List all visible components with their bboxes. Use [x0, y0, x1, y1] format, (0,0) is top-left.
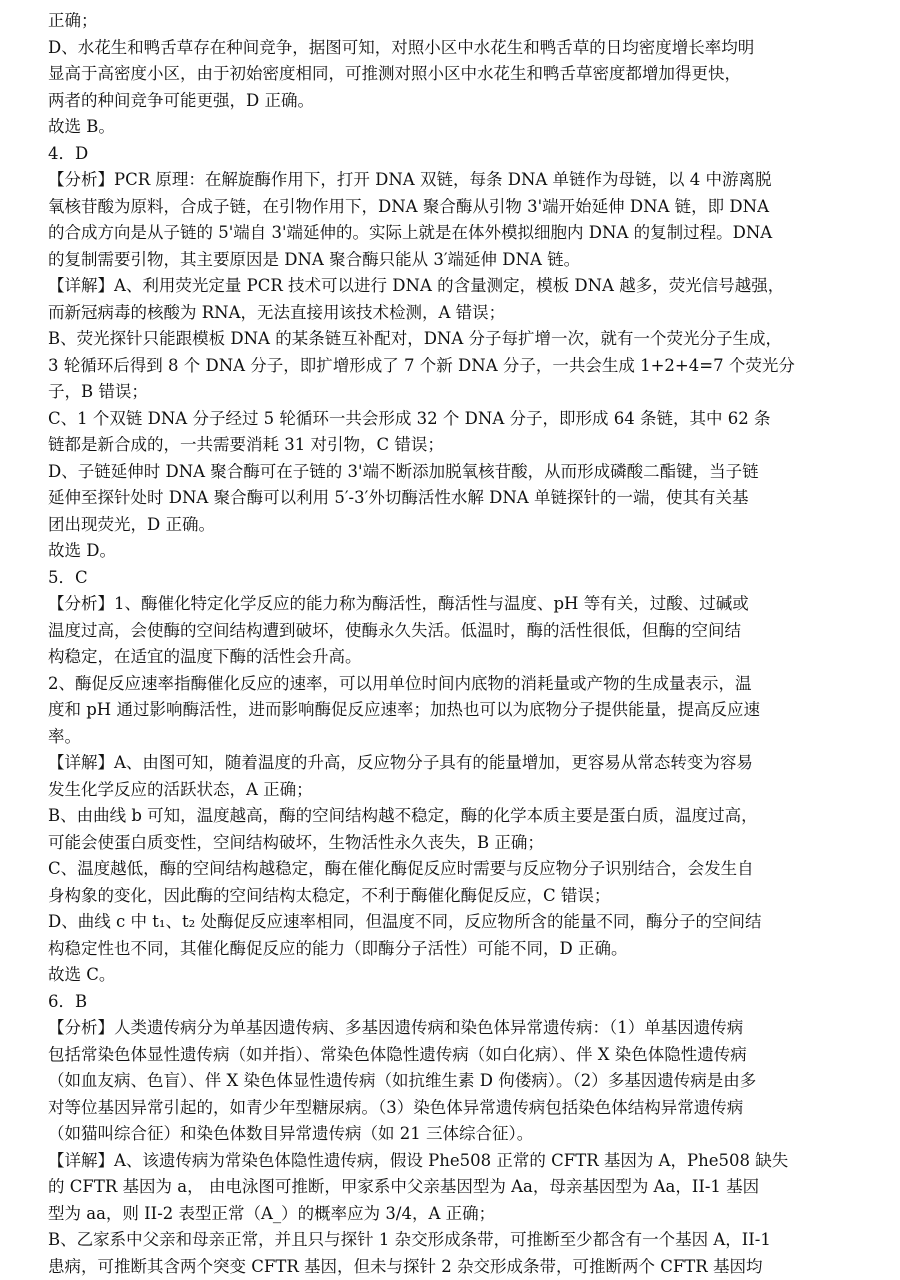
text-line: 包括常染色体显性遗传病（如并指）、常染色体隐性遗传病（如白化病）、伴 X 染色体隐性遗传病 [48, 1042, 852, 1069]
text-line: 延伸至探针处时 DNA 聚合酶可以利用 5′-3′外切酶活性水解 DNA 单链探针的一端，使其有关基 [48, 485, 852, 512]
text-line: B、由曲线 b 可知，温度越高，酶的空间结构越不稳定，酶的化学本质主要是蛋白质，温度过高， [48, 803, 852, 830]
text-line: 可能会使蛋白质变性，空间结构破坏，生物活性永久丧失，B 正确； [48, 830, 852, 857]
text-line: B、乙家系中父亲和母亲正常，并且只与探针 1 杂交形成条带，可推断至少都含有一个基因 A，II-1 [48, 1227, 852, 1254]
text-line: 4．D [48, 141, 852, 168]
text-line: 【分析】1、酶催化特定化学反应的能力称为酶活性，酶活性与温度、pH 等有关，过酸、过碱或 [48, 591, 852, 618]
text-line: 构稳定性也不同，其催化酶促反应的能力（即酶分子活性）可能不同，D 正确。 [48, 936, 852, 963]
text-line: 构稳定，在适宜的温度下酶的活性会升高。 [48, 644, 852, 671]
text-line: 故选 B。 [48, 114, 852, 141]
text-line: 【详解】A、利用荧光定量 PCR 技术可以进行 DNA 的含量测定，模板 DNA 越多，荧光信号越强， [48, 273, 852, 300]
text-line: 度和 pH 通过影响酶活性，进而影响酶促反应速率；加热也可以为底物分子提供能量，提高反应速 [48, 697, 852, 724]
text-line: 对等位基因异常引起的，如青少年型糖尿病。（3）染色体异常遗传病包括染色体结构异常遗传病 [48, 1095, 852, 1122]
text-line: 的合成方向是从子链的 5'端自 3'端延伸的。实际上就是在体外模拟细胞内 DNA 的复制过程。DNA [48, 220, 852, 247]
text-line: 链都是新合成的，一共需要消耗 31 对引物，C 错误； [48, 432, 852, 459]
text-line: 而新冠病毒的核酸为 RNA，无法直接用该技术检测，A 错误； [48, 300, 852, 327]
text-line: 身构象的变化，因此酶的空间结构太稳定，不利于酶催化酶促反应，C 错误； [48, 883, 852, 910]
text-line: 【分析】PCR 原理：在解旋酶作用下，打开 DNA 双链，每条 DNA 单链作为母链，以 4 中游离脱 [48, 167, 852, 194]
text-line: 患病，可推断其含两个突变 CFTR 基因，但未与探针 2 杂交形成条带，可推断两个 CFTR 基因均 [48, 1254, 852, 1280]
text-line: （如猫叫综合征）和染色体数目异常遗传病（如 21 三体综合征）。 [48, 1121, 852, 1148]
text-line: 2、酶促反应速率指酶催化反应的速率，可以用单位时间内底物的消耗量或产物的生成量表示，温 [48, 671, 852, 698]
text-line: 的 CFTR 基因为 a， 由电泳图可推断，甲家系中父亲基因型为 Aa，母亲基因型为 Aa，II-1 基因 [48, 1174, 852, 1201]
text-line: 3 轮循环后得到 8 个 DNA 分子，即扩增形成了 7 个新 DNA 分子，一共会生成 1+2+4=7 个荧光分 [48, 353, 852, 380]
text-line: 两者的种间竞争可能更强，D 正确。 [48, 88, 852, 115]
text-line: 温度过高，会使酶的空间结构遭到破坏，使酶永久失活。低温时，酶的活性很低，但酶的空间结 [48, 618, 852, 645]
text-line: D、子链延伸时 DNA 聚合酶可在子链的 3'端不断添加脱氧核苷酸，从而形成磷酸二酯键，当子链 [48, 459, 852, 486]
text-line: 【详解】A、由图可知，随着温度的升高，反应物分子具有的能量增加，更容易从常态转变为容易 [48, 750, 852, 777]
text-line: 【分析】人类遗传病分为单基因遗传病、多基因遗传病和染色体异常遗传病：（1）单基因遗传病 [48, 1015, 852, 1042]
text-line: 氧核苷酸为原料，合成子链，在引物作用下，DNA 聚合酶从引物 3'端开始延伸 DNA 链，即 DNA [48, 194, 852, 221]
text-line: 发生化学反应的活跃状态，A 正确； [48, 777, 852, 804]
text-line: 6．B [48, 989, 852, 1016]
text-line: 率。 [48, 724, 852, 751]
text-line: 子，B 错误； [48, 379, 852, 406]
text-line: 故选 D。 [48, 538, 852, 565]
text-line: D、水花生和鸭舌草存在种间竞争，据图可知，对照小区中水花生和鸭舌草的日均密度增长率均明 [48, 35, 852, 62]
text-line: 【详解】A、该遗传病为常染色体隐性遗传病，假设 Phe508 正常的 CFTR 基因为 A，Phe508 缺失 [48, 1148, 852, 1175]
text-line: C、温度越低，酶的空间结构越稳定，酶在催化酶促反应时需要与反应物分子识别结合，会发生自 [48, 856, 852, 883]
text-line: C、1 个双链 DNA 分子经过 5 轮循环一共会形成 32 个 DNA 分子，即形成 64 条链，其中 62 条 [48, 406, 852, 433]
text-line: D、曲线 c 中 t₁、t₂ 处酶促反应速率相同，但温度不同，反应物所含的能量不同，酶分子的空间结 [48, 909, 852, 936]
text-line: 团出现荧光，D 正确。 [48, 512, 852, 539]
text-line: 型为 aa，则 II-2 表型正常（A_）的概率应为 3/4，A 正确； [48, 1201, 852, 1228]
text-line: 的复制需要引物，其主要原因是 DNA 聚合酶只能从 3′端延伸 DNA 链。 [48, 247, 852, 274]
text-line: B、荧光探针只能跟模板 DNA 的某条链互补配对，DNA 分子每扩增一次，就有一个荧光分子生成， [48, 326, 852, 353]
text-line: 显高于高密度小区，由于初始密度相同，可推测对照小区中水花生和鸭舌草密度都增加得更快， [48, 61, 852, 88]
text-line: （如血友病、色盲）、伴 X 染色体显性遗传病（如抗维生素 D 佝偻病）。（2）多基因遗传病是由多 [48, 1068, 852, 1095]
text-line: 5．C [48, 565, 852, 592]
text-line: 正确； [48, 8, 852, 35]
text-line: 故选 C。 [48, 962, 852, 989]
